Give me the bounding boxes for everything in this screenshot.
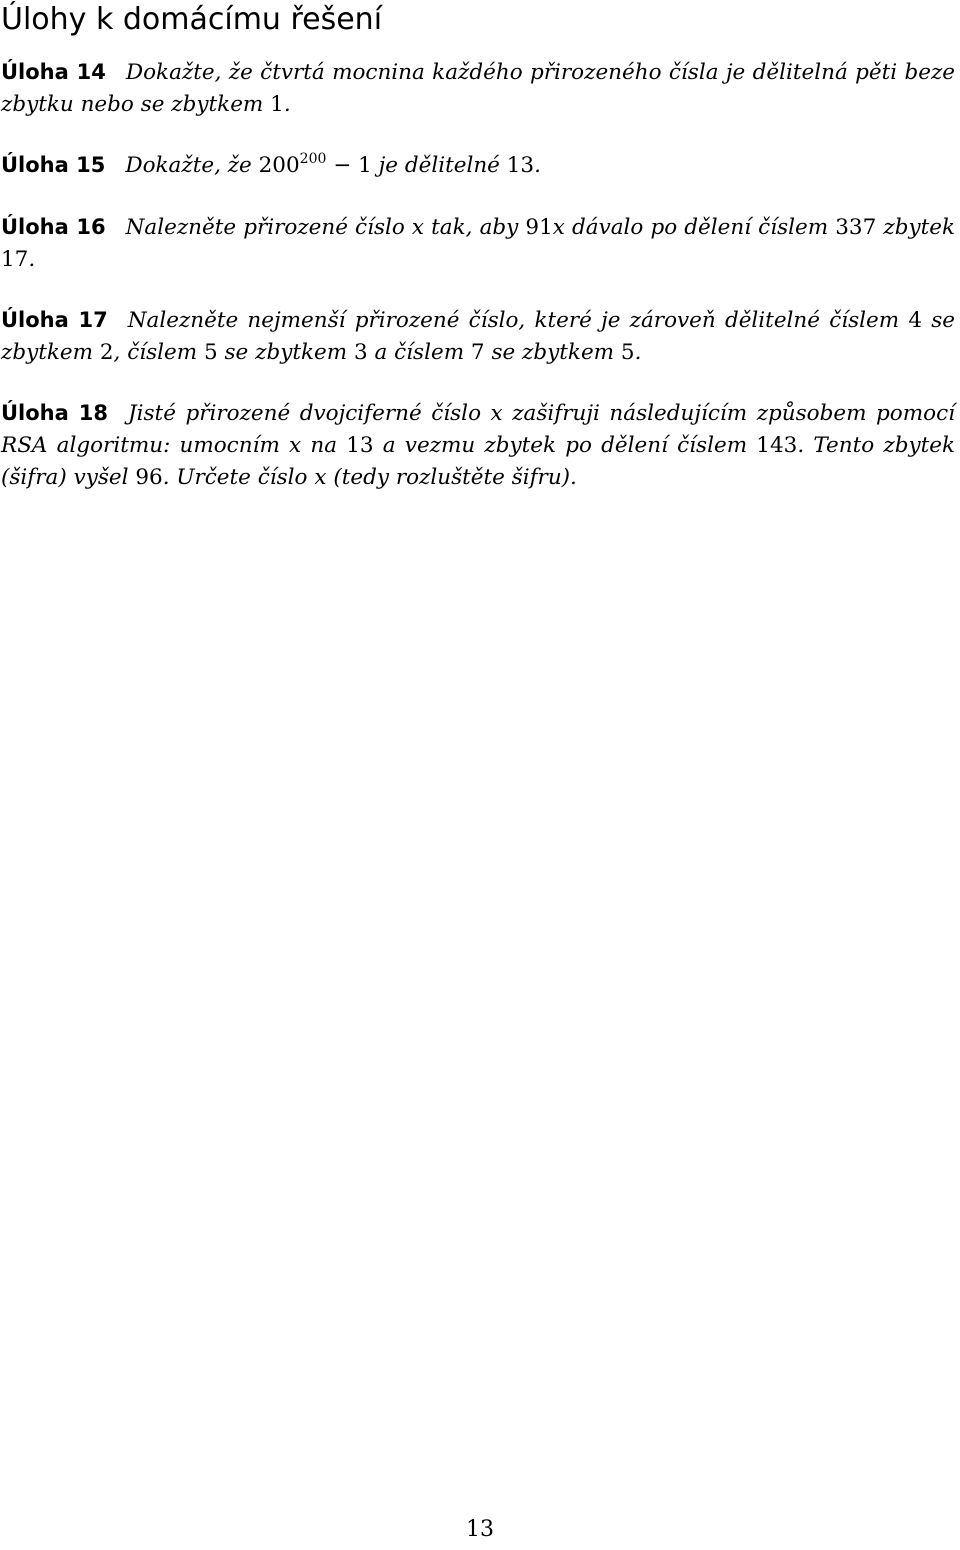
math-variable: x (411, 215, 425, 240)
task-label: Úloha 17 (1, 308, 108, 332)
math-variable: x (552, 215, 565, 240)
task-18 (1, 397, 955, 494)
task-text: Dokažte, že čtvrtá mocnina každého přirozeného čísla je dělitelná pěti beze zbytku nebo se zbytkem 1. (1, 60, 955, 117)
math-variable: x (314, 465, 327, 490)
math-exponent: 200 (299, 151, 327, 167)
task-14 (1, 56, 955, 121)
task-text: Dokažte, že $200^{200} - 1$ je dělitelné 13. (125, 151, 541, 178)
task-15 (1, 149, 955, 182)
math-minus-term: − 1 (326, 153, 372, 178)
task-label: Úloha 18 (1, 401, 109, 425)
page-number: 13 (466, 1517, 494, 1542)
task-text: Nalezněte přirozené číslo x tak, aby 91x dávalo po dělení číslem 337 zbytek 17. (1, 215, 955, 272)
task-label: Úloha 16 (1, 215, 106, 239)
task-text: Jisté přirozené dvojciferné číslo x zašifruji následujícím způsobem pomocí RSA algoritmu: umocním x na 13 a vezmu zbytek po dělení číslem 143. Tento zbytek (šifra) vyšel 96. Určete číslo x (tedy rozluštěte šifru). (1, 401, 956, 490)
section-heading: Úlohy k domácímu řešení (1, 2, 383, 37)
task-17 (1, 304, 955, 369)
math-base: 200 (258, 153, 300, 178)
task-text: Nalezněte nejmenší přirozené číslo, které je zároveň dělitelné číslem 4 se zbytkem 2, číslem 5 se zbytkem 3 a číslem 7 se zbytkem 5. (1, 308, 955, 365)
math-variable: x (289, 433, 302, 458)
task-16 (1, 211, 955, 276)
task-label: Úloha 15 (1, 153, 106, 177)
math-variable: x (490, 401, 503, 426)
task-label: Úloha 14 (1, 60, 106, 84)
